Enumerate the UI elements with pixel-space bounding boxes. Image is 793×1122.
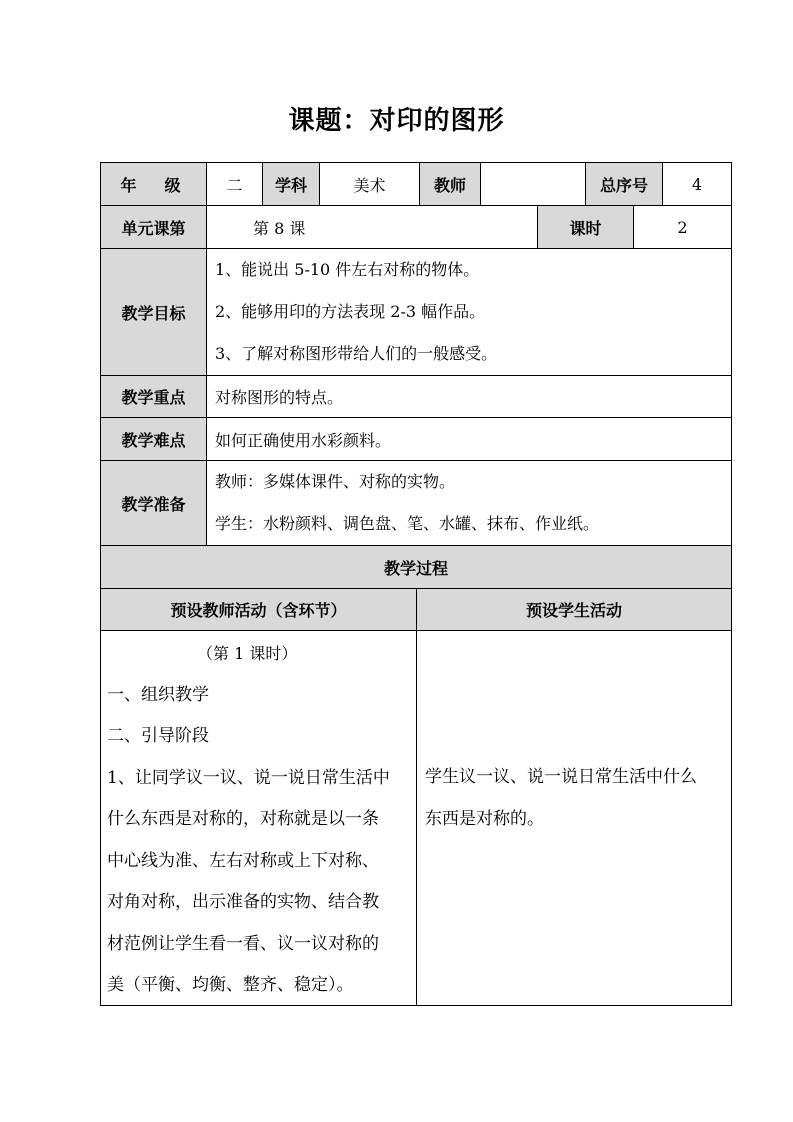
- teacher-value: [480, 162, 586, 206]
- teacher-activity-content: [100, 630, 417, 1006]
- teacher-line: 材范例让学生看一看、议一议对称的: [107, 933, 379, 954]
- teacher-line: 二、引导阶段: [107, 726, 209, 746]
- grade-label: 年 级: [100, 162, 207, 206]
- student-activity-header: 预设学生活动: [416, 588, 732, 631]
- teacher-label: 教师: [419, 162, 481, 206]
- student-line: 学生议一议、说一说日常生活中什么: [425, 767, 697, 787]
- goal-item: 2、能够用印的方法表现 2-3 幅作品。: [215, 302, 486, 321]
- preparation-content: [206, 460, 732, 546]
- period-label: 课时: [537, 205, 634, 249]
- goal-item: 3、了解对称图形带给人们的一般感受。: [215, 344, 498, 363]
- page-title: 课题：对印的图形: [288, 106, 505, 136]
- goal-item: 1、能说出 5-10 件左右对称的物体。: [215, 260, 480, 279]
- preparation-item: 教师：多媒体课件、对称的实物。: [215, 472, 456, 491]
- teacher-line: （第 1 课时）: [197, 644, 298, 663]
- preparation-label: 教学准备: [100, 460, 207, 546]
- unit-value: 第 8 课: [206, 205, 538, 249]
- student-line: 东西是对称的。: [425, 808, 544, 829]
- period-value: 2: [633, 205, 732, 249]
- process-header: 教学过程: [100, 545, 732, 589]
- key-point-label: 教学重点: [100, 375, 207, 418]
- teacher-line: 对角对称，出示准备的实物、结合教: [107, 892, 379, 912]
- difficulty-label: 教学难点: [100, 417, 207, 461]
- goals-content: [206, 248, 732, 376]
- teacher-line: 中心线为准、左右对称或上下对称、: [107, 850, 379, 871]
- subject-label: 学科: [262, 162, 320, 206]
- unit-label: 单元课第: [100, 205, 207, 249]
- student-activity-content: [416, 630, 732, 1006]
- key-point-value: 对称图形的特点。: [206, 375, 732, 418]
- serial-label: 总序号: [585, 162, 663, 206]
- teacher-line: 一、组织教学: [107, 684, 209, 705]
- goals-label: 教学目标: [100, 248, 207, 376]
- teacher-line: 什么东西是对称的，对称就是以一条: [107, 809, 379, 829]
- teacher-activity-header: 预设教师活动（含环节）: [100, 588, 417, 631]
- difficulty-value: 如何正确使用水彩颜料。: [206, 417, 732, 461]
- teacher-line: 1、让同学议一议、说一说日常生活中: [107, 767, 390, 788]
- subject-value: 美术: [319, 162, 420, 206]
- grade-value: 二: [206, 162, 263, 206]
- serial-value: 4: [662, 162, 732, 206]
- preparation-item: 学生：水粉颜料、调色盘、笔、水罐、抹布、作业纸。: [215, 514, 600, 533]
- teacher-line: 美（平衡、均衡、整齐、稳定）。: [107, 975, 354, 995]
